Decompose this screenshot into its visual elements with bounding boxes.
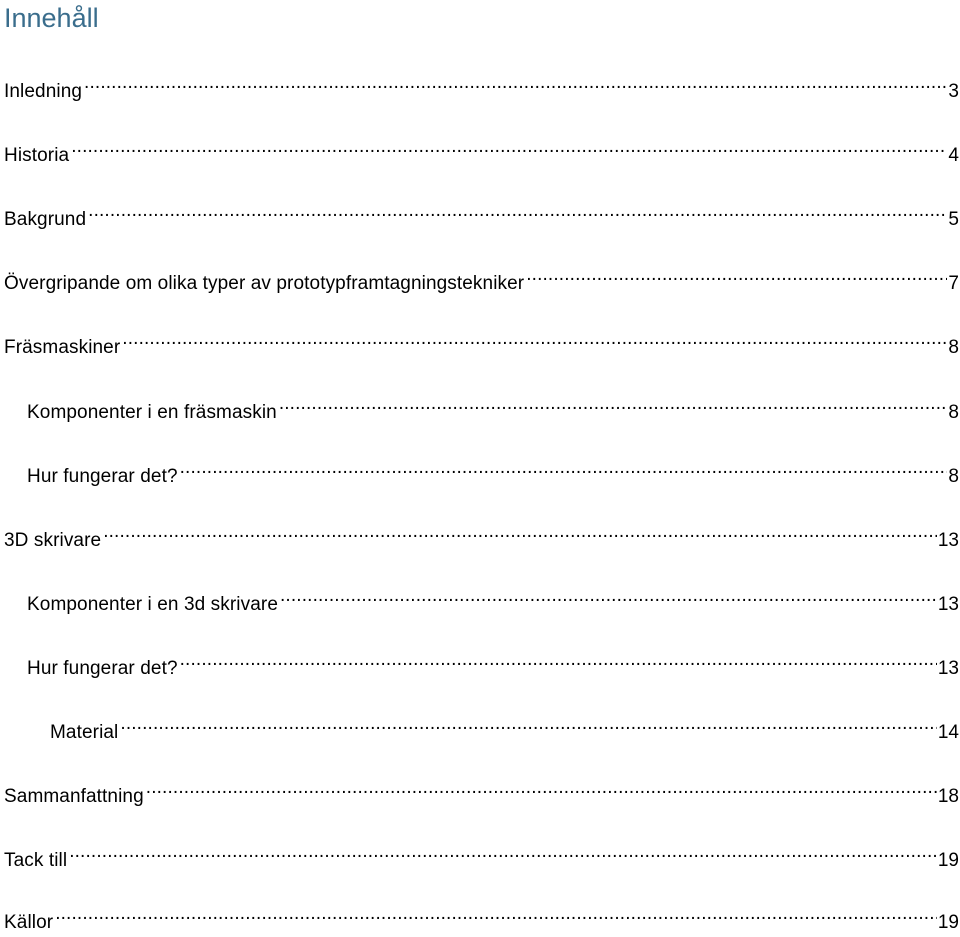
toc-title: Innehåll — [4, 3, 99, 33]
toc-entry-historia[interactable] — [4, 133, 960, 166]
dot-leader — [69, 838, 937, 866]
toc-entry-3d-skrivare[interactable] — [4, 518, 960, 551]
toc-entry-page: 8 — [948, 402, 959, 423]
dot-leader — [279, 390, 948, 418]
toc-entry-label: Källor — [4, 912, 54, 933]
toc-entry-komponenter-frasmaskin[interactable] — [27, 390, 960, 423]
toc-entry-overgripande[interactable] — [4, 261, 960, 294]
toc-entry-page: 8 — [948, 466, 959, 487]
dot-leader — [71, 133, 947, 161]
toc-entry-page: 13 — [937, 658, 959, 679]
toc-entry-label: Bakgrund — [4, 209, 87, 230]
toc-entry-label: Historia — [4, 145, 70, 166]
toc-entry-page: 7 — [948, 273, 959, 294]
toc-entry-hur-fungerar-det-3d[interactable] — [27, 646, 960, 679]
toc-entry-page: 18 — [937, 786, 959, 807]
dot-leader — [84, 69, 947, 97]
toc-entry-page: 5 — [948, 209, 959, 230]
toc-entry-page: 8 — [948, 337, 959, 358]
toc-entry-label: Material — [50, 722, 119, 743]
toc-entry-label: Fräsmaskiner — [4, 337, 121, 358]
toc-entry-label: Sammanfattning — [4, 786, 144, 807]
dot-leader — [526, 261, 947, 289]
dot-leader — [280, 582, 937, 610]
dot-leader — [122, 325, 947, 353]
toc-entry-page: 19 — [937, 912, 959, 933]
toc-entry-bakgrund[interactable] — [4, 197, 960, 230]
toc-entry-page: 3 — [948, 81, 959, 102]
toc-entry-label: Hur fungerar det? — [27, 466, 178, 487]
dot-leader — [88, 197, 947, 225]
dot-leader — [180, 454, 948, 482]
toc-entry-page: 4 — [948, 145, 959, 166]
toc-entry-label: Inledning — [4, 81, 83, 102]
dot-leader — [146, 774, 937, 802]
toc-entry-hur-fungerar-det-fras[interactable] — [27, 454, 960, 487]
toc-entry-sammanfattning[interactable] — [4, 774, 960, 807]
toc-entry-page: 14 — [937, 722, 959, 743]
toc-entry-frasmaskiner[interactable] — [4, 325, 960, 358]
dot-leader — [103, 518, 937, 546]
toc-entry-label: Komponenter i en fräsmaskin — [27, 402, 277, 423]
toc-entry-inledning[interactable] — [4, 69, 960, 102]
dot-leader — [180, 646, 937, 674]
toc-entry-label: Tack till — [4, 850, 68, 871]
toc-entry-label: Komponenter i en 3d skrivare — [27, 594, 278, 615]
toc-entry-tack-till[interactable] — [4, 838, 960, 871]
toc-entry-label: Hur fungerar det? — [27, 658, 178, 679]
toc-entry-material[interactable] — [50, 710, 960, 743]
toc-entry-label: 3D skrivare — [4, 530, 102, 551]
toc-entry-page: 13 — [937, 594, 959, 615]
toc-entry-label: Övergripande om olika typer av prototypframtagningstekniker — [4, 273, 525, 294]
toc-entry-komponenter-3d-skrivare[interactable] — [27, 582, 960, 615]
toc-entry-page: 19 — [937, 850, 959, 871]
toc-entry-page: 13 — [937, 530, 959, 551]
dot-leader — [120, 710, 936, 738]
